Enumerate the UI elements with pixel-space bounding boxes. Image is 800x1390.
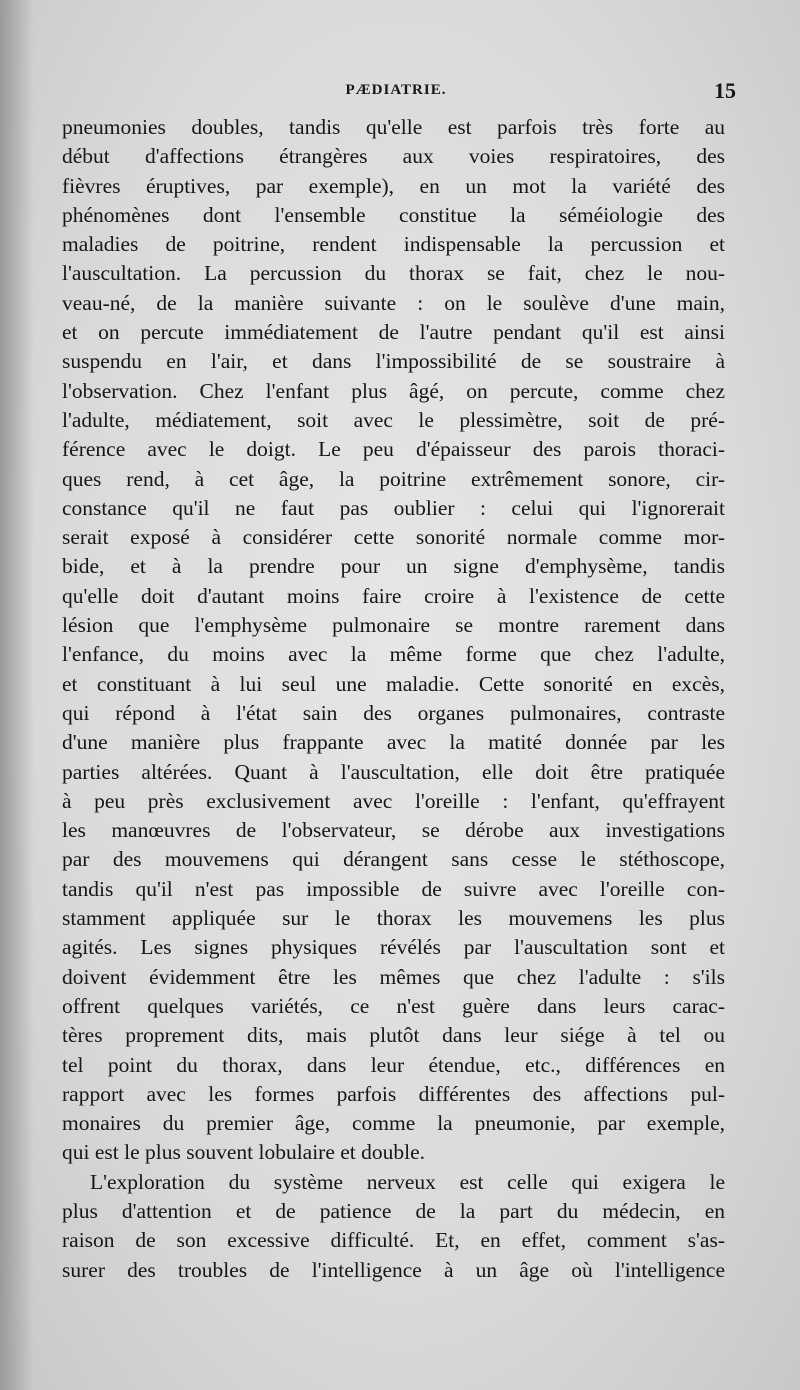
text-line: et constituant à lui seul une maladie. Cette sonorité en excès, [62,671,725,696]
text-line: pneumonies doubles, tandis qu'elle est parfois très forte au [62,115,725,139]
text-line: stamment appliquée sur le thorax les mouvemens les plus [62,906,725,931]
text-line: rapport avec les formes parfois différentes des affections pul- [62,1081,725,1106]
text-line: suspendu en l'air, et dans l'impossibilité de se soustraire à [62,349,725,374]
text-line: qu'elle doit d'autant moins faire croire à l'existence de cette [62,583,725,608]
text-line: l'adulte, médiatement, soit avec le plessimètre, soit de pré- [62,407,725,432]
running-title: PÆDIATRIE. [345,82,447,98]
body-text [62,113,725,1285]
text-line: l'enfance, du moins avec la même forme que chez l'adulte, [62,642,725,667]
text-line: constance qu'il ne faut pas oublier : celui qui l'ignorerait [62,495,725,520]
text-line: qui répond à l'état sain des organes pulmonaires, contraste [62,700,725,725]
text-line: férence avec le doigt. Le peu d'épaisseur des parois thoraci- [62,437,725,462]
text-line: d'une manière plus frappante avec la matité donnée par les [62,730,725,755]
text-line: surer des troubles de l'intelligence à un âge où l'intelligence [62,1257,725,1282]
text-line: doivent évidemment être les mêmes que chez l'adulte : s'ils [62,964,725,989]
text-line: lésion que l'emphysème pulmonaire se montre rarement dans [62,613,725,638]
text-line: serait exposé à considérer cette sonorité normale comme mor- [62,525,725,550]
text-line: phénomènes dont l'ensemble constitue la séméiologie des [62,202,725,227]
text-line: plus d'attention et de patience de la part du médecin, en [62,1198,725,1223]
text-line: offrent quelques variétés, ce n'est guère dans leurs carac- [62,993,725,1018]
text-line: ques rend, à cet âge, la poitrine extrêmement sonore, cir- [62,466,725,491]
text-line: l'auscultation. La percussion du thorax se fait, chez le nou- [62,261,725,286]
paragraph-start-line: L'exploration du système nerveux est celle qui exigera le [90,1169,725,1194]
text-line: les manœuvres de l'observateur, se dérobe aux investigations [62,818,725,843]
text-line: tères proprement dits, mais plutôt dans leur siége à tel ou [62,1023,725,1048]
text-line: tandis qu'il n'est pas impossible de suivre avec l'oreille con- [62,876,725,901]
text-line: l'observation. Chez l'enfant plus âgé, on percute, comme chez [62,378,725,403]
text-line: parties altérées. Quant à l'auscultation, elle doit être pratiquée [62,759,725,784]
text-line: début d'affections étrangères aux voies respiratoires, des [62,144,725,169]
text-line: par des mouvemens qui dérangent sans cesse le stéthoscope, [62,847,725,872]
running-head [62,78,736,108]
gutter-shadow [0,0,34,1390]
text-line: tel point du thorax, dans leur étendue, etc., différences en [62,1052,725,1077]
text-line: raison de son excessive difficulté. Et, en effet, comment s'as- [62,1228,725,1253]
text-line: à peu près exclusivement avec l'oreille : l'enfant, qu'effrayent [62,788,725,813]
text-line: agités. Les signes physiques révélés par l'auscultation sont et [62,935,725,960]
text-line: et on percute immédiatement de l'autre pendant qu'il est ainsi [62,320,725,345]
text-line: bide, et à la prendre pour un signe d'emphysème, tandis [62,554,725,579]
page-number: 15 [714,78,736,103]
text-line: fièvres éruptives, par exemple), en un mot la variété des [62,173,725,198]
text-line: maladies de poitrine, rendent indispensable la percussion et [62,232,725,257]
text-line: veau-né, de la manière suivante : on le soulève d'une main, [62,290,725,315]
paragraph-end-line: qui est le plus souvent lobulaire et double. [62,1140,426,1165]
text-line: monaires du premier âge, comme la pneumonie, par exemple, [62,1111,725,1136]
